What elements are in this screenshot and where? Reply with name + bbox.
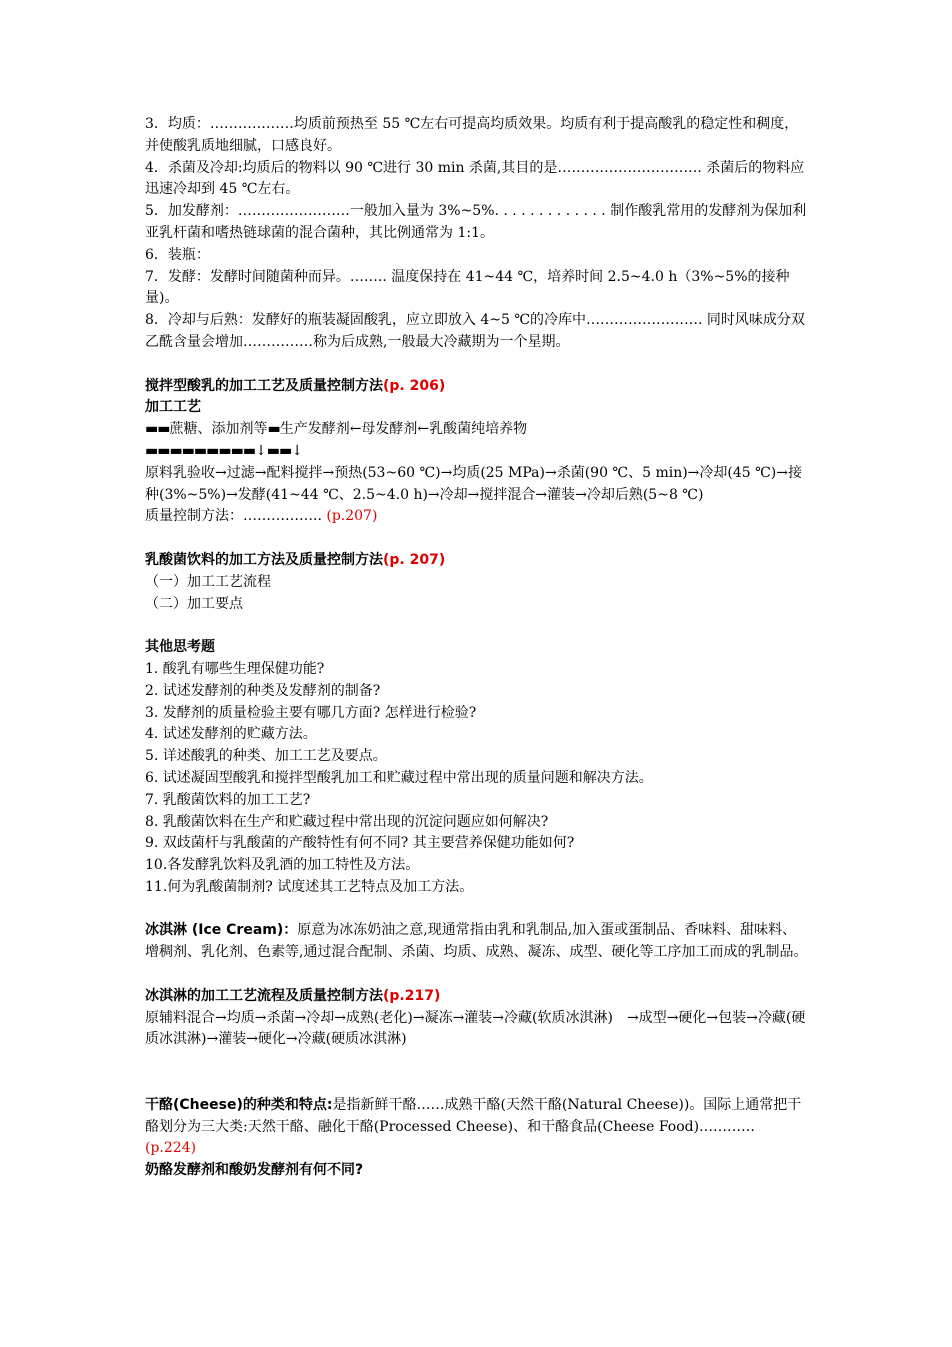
cheese-term: 干酪(Cheese)的种类和特点: (145, 1096, 333, 1113)
flow-bar: ▬▬ (145, 421, 170, 438)
down-arrow-icon: ↓ (291, 442, 303, 459)
quality-control-page-ref: (p.207) (326, 508, 378, 525)
step-6-bottling: 6．装瓶： (145, 246, 210, 263)
ice-cream-definition (145, 920, 810, 964)
flow-bar: ▬ (267, 421, 280, 438)
flow-bar: ▬▬▬▬▬▬▬▬▬ (145, 442, 256, 459)
flow-main: 原料乳验收→过滤→配料搅拌→预热(53~60 ℃)→均质(25 MPa)→杀菌(90 ℃、5 min)→冷却(45 ℃)→接种(3%~5%)→发酵(41~44 ℃、2.5~4.0 h)→冷却→搅拌混合→灌装→冷却后熟(5~8 ℃) (145, 464, 802, 503)
lactic-drink-page-ref: (p. 207) (383, 551, 446, 568)
question-item: 7. 乳酸菌饮料的加工工艺? (145, 791, 311, 808)
cheese-page-ref: (p.224) (145, 1140, 197, 1157)
ice-cream-term: 冰淇淋 (Ice Cream)： (145, 922, 298, 939)
flow-top-line (145, 419, 810, 441)
step-4-sterilization: 4．杀菌及冷却:均质后的物料以 90 ℃进行 30 min 杀菌,其目的是…………………………. 杀菌后的物料应迅速冷却到 45 ℃左右。 (145, 159, 805, 198)
cheese-def-text: 是指新鲜干酪……成熟干酪(天然干酪(Natural Cheese))。国际上通常把干酪划分为三大类:天然干酪、融化干酪(Processed Cheese)、和干酪食品(Cheese Food)………… (145, 1096, 802, 1135)
question-item: 6. 试述凝固型酸乳和搅拌型酸乳加工和贮藏过程中常出现的质量问题和解决方法。 (145, 769, 653, 786)
question-item: 9. 双歧菌杆与乳酸菌的产酸特性有何不同? 其主要营养保健功能如何? (145, 835, 575, 852)
step-3-homogenization: 3．均质：………………均质前预热至 55 ℃左右可提高均质效果。均质有利于提高酸乳的稳定性和稠度，并使酸乳质地细腻，口感良好。 (145, 116, 799, 154)
questions-title: 其他思考题 (145, 639, 215, 656)
ice-cream-flow-heading (145, 986, 810, 1008)
lactic-drink-title: 乳酸菌饮料的加工方法及质量控制方法 (145, 551, 383, 568)
down-arrow-icon: ↓ (255, 442, 267, 459)
ice-cream-def-text: 原意为冰冻奶油之意,现通常指由乳和乳制品,加入蛋或蛋制品、香味料、甜味料、增稠剂、乳化剂、色素等,通过混合配制、杀菌、均质、成熟、凝冻、成型、硬化等工序加工而成的乳制品。 (145, 922, 808, 961)
cheese-question: 奶酪发酵剂和酸奶发酵剂有何不同? (145, 1162, 364, 1179)
question-item: 3. 发酵剂的质量检验主要有哪几方面? 怎样进行检验? (145, 704, 477, 721)
flow-mid-line (145, 441, 810, 463)
stirred-yogurt-heading (145, 376, 810, 398)
step-5-starter: 5．加发酵剂：……………………一般加入量为 3%~5%. . . . . . . . . . . . . 制作酸乳常用的发酵剂为保加利亚乳杆菌和嗜热链球菌的混合菌种，其比例通常为 1:1。 (145, 203, 807, 241)
question-item: 11.何为乳酸菌制剂? 试度述其工艺特点及加工方法。 (145, 878, 474, 895)
step-8-cooling: 8．冷却与后熟：发酵好的瓶装凝固酸乳，应立即放入 4~5 ℃的冷库中……………………. 同时风味成分双乙酰含量会增加……………称为后成熟,一般最大冷藏期为一个星期。 (145, 312, 805, 350)
ice-cream-page-ref: (p.217) (383, 987, 441, 1004)
question-item: 10.各发酵乳饮料及乳酒的加工特性及方法。 (145, 857, 420, 874)
ice-cream-flow-title: 冰淇淋的加工工艺流程及质量控制方法 (145, 987, 383, 1004)
ice-cream-flow: 原辅料混合→均质→杀菌→冷却→成熟(老化)→凝冻→灌装→冷藏(软质冰淇淋) →成型→硬化→包装→冷藏(硬质冰淇淋)→灌装→硬化→冷藏(硬质冰淇淋) (145, 1009, 806, 1048)
stirred-yogurt-page-ref: (p. 206) (383, 377, 446, 394)
quality-control-text: 质量控制方法：…………….. (145, 508, 327, 525)
lactic-item-1: （一）加工工艺流程 (145, 573, 271, 590)
question-item: 2. 试述发酵剂的种类及发酵剂的制备? (145, 682, 381, 699)
lactic-item-2: （二）加工要点 (145, 595, 243, 612)
flow-top-text: 蔗糖、添加剂等 (169, 421, 268, 438)
question-item: 5. 详述酸乳的种类、加工工艺及要点。 (145, 748, 387, 765)
question-item: 4. 试述发酵剂的贮藏方法。 (145, 726, 317, 743)
flow-bar: ▬▬ (266, 442, 292, 459)
question-item: 8. 乳酸菌饮料在生产和贮藏过程中常出现的沉淀问题应如何解决? (145, 813, 549, 830)
stirred-yogurt-title: 搅拌型酸乳的加工工艺及质量控制方法 (145, 377, 383, 394)
step-7-fermentation: 7．发酵：发酵时间随菌种而异。…….. 温度保持在 41~44 ℃，培养时间 2.5~4.0 h（3%~5%的接种量)。 (145, 268, 790, 307)
lactic-drink-heading (145, 550, 810, 572)
document-page (145, 114, 810, 1182)
quality-control-line (145, 506, 810, 528)
process-subheading: 加工工艺 (145, 399, 201, 416)
question-item: 1. 酸乳有哪些生理保健功能? (145, 660, 325, 677)
flow-top-rest: 生产发酵剂←母发酵剂←乳酸菌纯培养物 (279, 421, 528, 438)
cheese-definition (145, 1095, 810, 1160)
